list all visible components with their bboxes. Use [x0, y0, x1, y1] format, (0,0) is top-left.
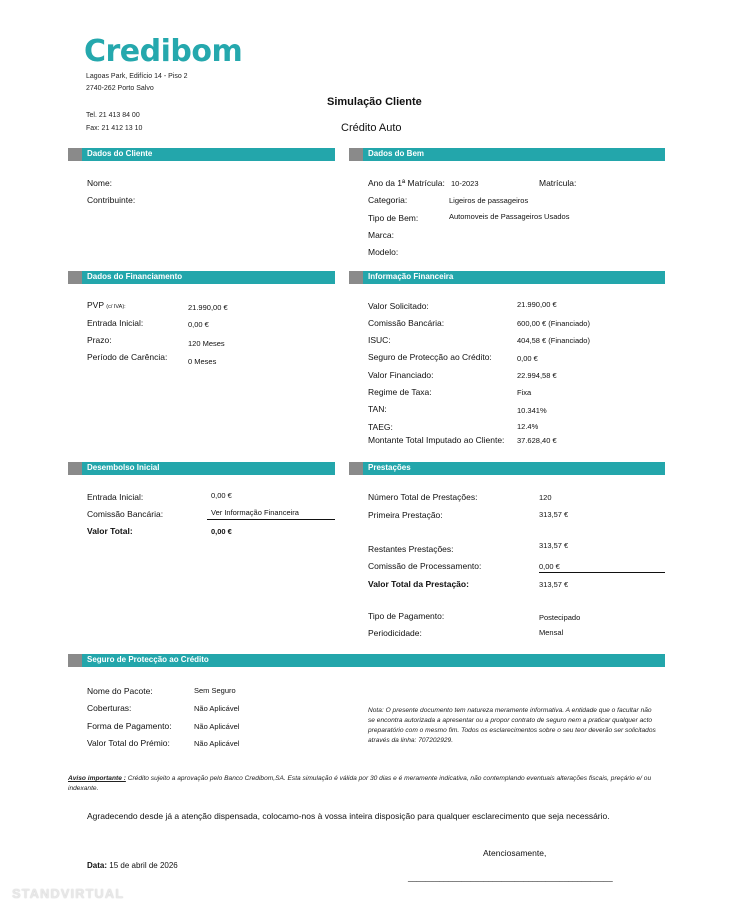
seguro-nota: Nota: O presente documento tem natureza meramente informativa. A entidade que o facultar não se encontra autorizada a apresentar ou a propor contrato de seguro nem a praticar qualquer acto preparatório com o mesmo fim. Todos os esclarecimentos sobre o seu teor deverão ser solicitados através da linha: 707202929. [368, 707, 656, 744]
info-seguro-label: Seguro de Protecção ao Crédito: [368, 352, 492, 362]
fin-prazo-label: Prazo: [87, 335, 112, 345]
data-value: 15 de abril de 2026 [109, 861, 178, 870]
info-montante-value: 37.628,40 € [517, 436, 557, 445]
data-label: Data: [87, 861, 108, 870]
section-header-seguro [68, 654, 665, 667]
page-subtitle: Crédito Auto [341, 122, 402, 134]
seguro-pacote-value: Sem Seguro [194, 686, 236, 695]
bem-tipo-value: Automoveis de Passageiros Usados [449, 212, 570, 221]
aviso-importante [68, 774, 668, 794]
section-title: Dados do Financiamento [87, 272, 183, 281]
prest-pagamento-value: Postecipado [539, 613, 581, 622]
info-taeg-label: TAEG: [368, 422, 393, 432]
section-title: Desembolso Inicial [87, 463, 160, 472]
prest-total-label: Valor Total da Prestação: [368, 579, 469, 589]
company-address-line2: 2740-262 Porto Salvo [86, 85, 154, 92]
info-tan-value: 10.341% [517, 406, 547, 415]
data-row [87, 861, 178, 870]
info-montante-label: Montante Total Imputado ao Cliente: [368, 435, 505, 445]
section-title: Seguro de Protecção ao Crédito [87, 655, 209, 664]
info-regime-label: Regime de Taxa: [368, 387, 432, 397]
info-financiado-value: 22.994,58 € [517, 371, 557, 380]
section-title: Dados do Cliente [87, 149, 153, 158]
prest-primeira-label: Primeira Prestação: [368, 510, 443, 520]
fin-pvp-label-text: PVP [87, 300, 104, 310]
aviso-label: Aviso importante : [68, 775, 126, 782]
company-address-line1: Lagoas Park, Edifício 14 - Piso 2 [86, 73, 188, 80]
info-comissao-label: Comissão Bancária: [368, 318, 445, 328]
section-title: Informação Financeira [368, 272, 454, 281]
section-header-info-financeira [349, 271, 665, 284]
prest-processamento-label: Comissão de Processamento: [368, 561, 482, 571]
divider-line [207, 519, 335, 520]
info-seguro-value: 0,00 € [517, 354, 538, 363]
prest-restantes-value: 313,57 € [539, 541, 569, 550]
section-header-desembolso [68, 462, 335, 475]
page-title: Simulação Cliente [327, 96, 422, 108]
bem-tipo-label: Tipo de Bem: [368, 213, 419, 223]
info-tan-label: TAN: [368, 404, 387, 414]
fin-entrada-label: Entrada Inicial: [87, 318, 144, 328]
info-regime-value: Fixa [517, 388, 532, 397]
prest-total-value: 313,57 € [539, 580, 569, 589]
prest-numero-value: 120 [539, 493, 552, 502]
bem-modelo-label: Modelo: [368, 247, 399, 257]
prest-primeira-value: 313,57 € [539, 510, 569, 519]
desemb-comissao-label: Comissão Bancária: [87, 509, 164, 519]
info-solicitado-label: Valor Solicitado: [368, 301, 429, 311]
section-title: Dados do Bem [368, 149, 425, 158]
seguro-coberturas-value: Não Aplicável [194, 704, 240, 713]
bem-marca-label: Marca: [368, 230, 394, 240]
prest-periodicidade-value: Mensal [539, 628, 564, 637]
section-header-financiamento [68, 271, 335, 284]
aviso-text: Crédito sujeito a aprovação pelo Banco Credibom,SA. Esta simulação é válida por 30 dias e é meramente indicativa, não contemplando eventuais alterações fiscais, preçário e/ ou indexante. [68, 775, 652, 792]
bem-matricula-label: Matrícula: [539, 178, 577, 188]
info-comissao-value: 600,00 € (Financiado) [517, 319, 590, 328]
bem-ano-value: 10-2023 [451, 179, 479, 188]
prest-pagamento-label: Tipo de Pagamento: [368, 611, 445, 621]
seguro-premio-value: Não Aplicável [194, 739, 240, 748]
company-fax: Fax: 21 412 13 10 [86, 125, 143, 132]
bem-ano-label: Ano da 1ª Matrícula: [368, 178, 445, 188]
section-header-cliente [68, 148, 335, 161]
company-tel: Tel. 21 413 84 00 [86, 112, 140, 119]
fin-prazo-value: 120 Meses [188, 339, 225, 348]
prest-numero-label: Número Total de Prestações: [368, 492, 478, 502]
seguro-coberturas-label: Coberturas: [87, 703, 132, 713]
fin-carencia-value: 0 Meses [188, 357, 217, 366]
fin-carencia-label: Período de Carência: [87, 352, 168, 362]
seguro-forma-label: Forma de Pagamento: [87, 721, 172, 731]
info-solicitado-value: 21.990,00 € [517, 300, 557, 309]
info-isuc-label: ISUC: [368, 335, 391, 345]
info-isuc-value: 404,58 € (Financiado) [517, 336, 590, 345]
desemb-total-value: 0,00 € [211, 527, 232, 536]
desemb-comissao-value: Ver Informação Financeira [211, 508, 299, 517]
info-taeg-value: 12.4% [517, 422, 539, 431]
fin-pvp-value: 21.990,00 € [188, 303, 228, 312]
cliente-nome-label: Nome: [87, 178, 113, 188]
watermark-logo: STANDVIRTUAL [12, 886, 125, 901]
atenciosamente-text: Atenciosamente, [483, 848, 547, 858]
desemb-total-label: Valor Total: [87, 526, 133, 536]
section-header-prestacoes [349, 462, 665, 475]
bem-categoria-label: Categoria: [368, 195, 408, 205]
fin-pvp-suffix: (c/ IVA): [106, 304, 126, 310]
info-financiado-label: Valor Financiado: [368, 370, 434, 380]
agradecimento-text: Agradecendo desde já a atenção dispensada, colocamo-nos à vossa inteira disposição para qualquer esclarecimento que seja necessário. [87, 811, 610, 821]
prest-periodicidade-label: Periodicidade: [368, 628, 422, 638]
prest-processamento-value: 0,00 € [539, 562, 560, 571]
seguro-premio-label: Valor Total do Prémio: [87, 738, 170, 748]
signature-line: ______________________________________________ [408, 873, 613, 882]
fin-pvp-label [87, 300, 126, 310]
bem-categoria-value: Ligeiros de passageiros [449, 196, 529, 205]
seguro-forma-value: Não Aplicável [194, 722, 240, 731]
desemb-entrada-label: Entrada Inicial: [87, 492, 144, 502]
section-title: Prestações [368, 463, 411, 472]
cliente-contribuinte-label: Contribuinte: [87, 195, 136, 205]
fin-entrada-value: 0,00 € [188, 320, 209, 329]
company-logo: Credibom [84, 34, 243, 69]
section-header-bem [349, 148, 665, 161]
prest-restantes-label: Restantes Prestações: [368, 544, 454, 554]
divider-line [539, 572, 665, 573]
desemb-entrada-value: 0,00 € [211, 491, 232, 500]
seguro-pacote-label: Nome do Pacote: [87, 686, 153, 696]
